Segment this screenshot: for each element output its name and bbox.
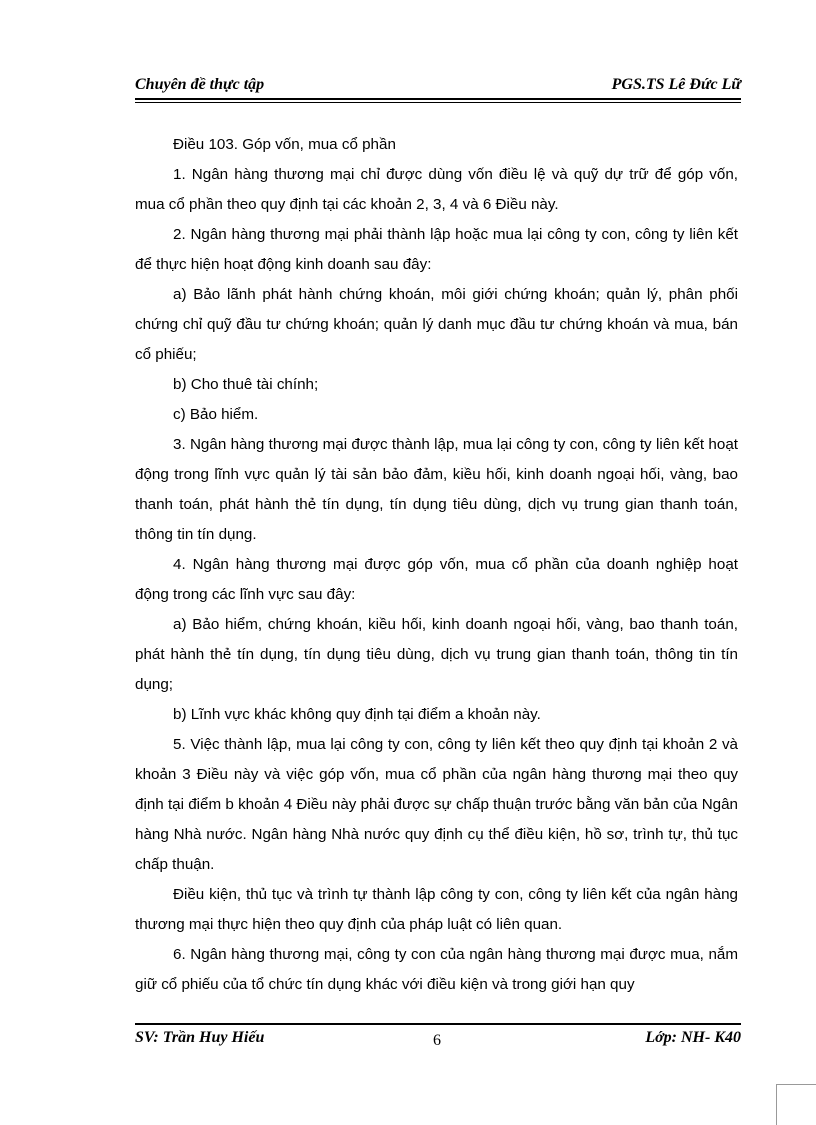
- page-corner-mark: [776, 1084, 816, 1125]
- paragraph: a) Bảo hiểm, chứng khoán, kiều hối, kinh doanh ngoại hối, vàng, bao thanh toán, phát hành thẻ tín dụng, tín dụng tiêu dùng, dịch vụ trung gian thanh toán, thông tin tín dụng;: [135, 616, 738, 693]
- paragraph: 3. Ngân hàng thương mại được thành lập, mua lại công ty con, công ty liên kết hoạt động trong lĩnh vực quản lý tài sản bảo đảm, kiều hối, kinh doanh ngoại hối, vàng, bao thanh toán, phát hành thẻ tín dụng, tín dụng tiêu dùng, dịch vụ trung gian thanh toán, thông tin tín dụng.: [135, 436, 738, 543]
- header-title: Chuyên đề thực tập: [135, 76, 265, 93]
- paragraph: 2. Ngân hàng thương mại phải thành lập hoặc mua lại công ty con, công ty liên kết để thực hiện hoạt động kinh doanh sau đây:: [135, 226, 738, 273]
- paragraph: a) Bảo lãnh phát hành chứng khoán, môi giới chứng khoán; quản lý, phân phối chứng chỉ quỹ đầu tư chứng khoán; quản lý danh mục đầu tư chứng khoán và mua, bán cổ phiếu;: [135, 286, 738, 363]
- page-header: [135, 74, 741, 100]
- paragraph: 4. Ngân hàng thương mại được góp vốn, mua cổ phần của doanh nghiệp hoạt động trong các lĩnh vực sau đây:: [135, 556, 738, 603]
- paragraph: b) Lĩnh vực khác không quy định tại điểm a khoản này.: [173, 706, 541, 723]
- paragraph: Điều 103. Góp vốn, mua cổ phần: [173, 136, 396, 153]
- paragraph: c) Bảo hiểm.: [173, 406, 259, 423]
- paragraph: Điều kiện, thủ tục và trình tự thành lập công ty con, công ty liên kết của ngân hàng thương mại thực hiện theo quy định của pháp luật có liên quan.: [135, 886, 738, 933]
- paragraph: 5. Việc thành lập, mua lại công ty con, công ty liên kết theo quy định tại khoản 2 và khoản 3 Điều này và việc góp vốn, mua cổ phần của ngân hàng thương mại theo quy định tại điểm b khoản 4 Điều này phải được sự chấp thuận trước bằng văn bản của Ngân hàng Nhà nước. Ngân hàng Nhà nước quy định cụ thể điều kiện, hồ sơ, trình tự, thủ tục chấp thuận.: [135, 736, 738, 873]
- page-footer: [135, 1023, 741, 1055]
- footer-student: SV: Trần Huy Hiếu: [135, 1029, 265, 1046]
- page-number: 6: [433, 1032, 441, 1049]
- paragraph: 6. Ngân hàng thương mại, công ty con của ngân hàng thương mại được mua, nắm giữ cổ phiếu của tổ chức tín dụng khác với điều kiện và trong giới hạn quy: [135, 946, 738, 993]
- paragraph: 1. Ngân hàng thương mại chỉ được dùng vốn điều lệ và quỹ dự trữ để góp vốn, mua cổ phần theo quy định tại các khoản 2, 3, 4 và 6 Điều này.: [135, 166, 738, 213]
- document-body: [135, 130, 738, 1000]
- footer-class: Lớp: NH- K40: [645, 1029, 741, 1046]
- paragraph: b) Cho thuê tài chính;: [173, 376, 319, 393]
- header-author: PGS.TS Lê Đức Lữ: [611, 76, 741, 93]
